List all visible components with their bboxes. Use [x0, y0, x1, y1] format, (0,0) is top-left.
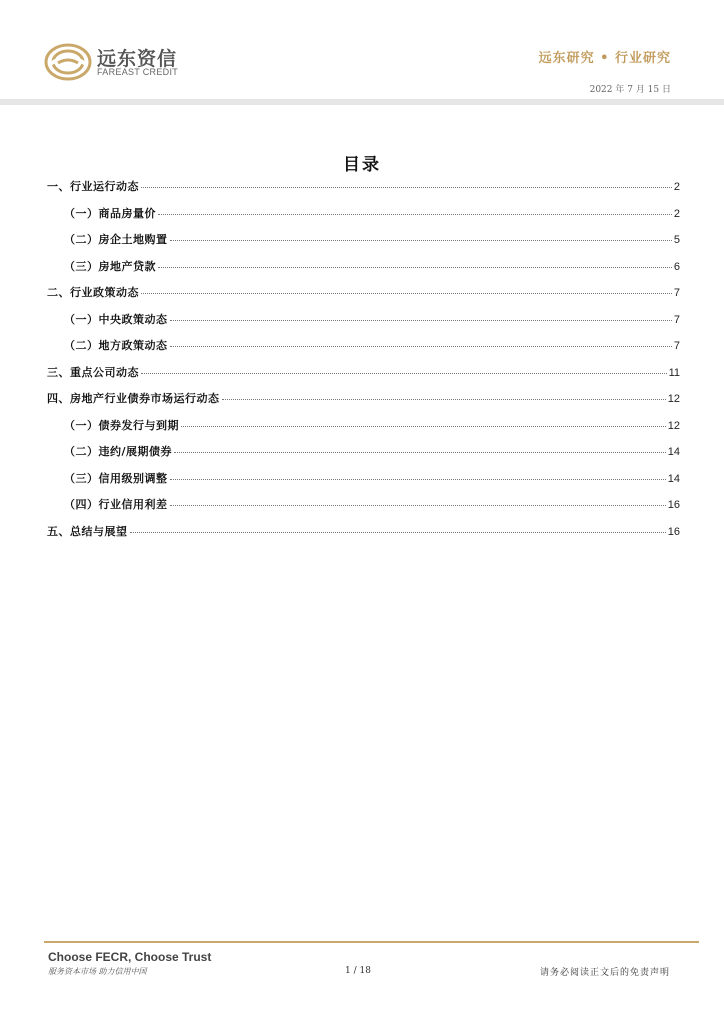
toc-entry-page: 7 — [673, 314, 680, 326]
toc-leader-dots — [130, 532, 666, 533]
toc-entry-page: 2 — [673, 181, 680, 193]
toc-entry[interactable] — [47, 523, 680, 539]
toc-leader-dots — [181, 426, 666, 427]
toc-entry-label: （一）债券发行与到期 — [64, 419, 179, 432]
toc-leader-dots — [158, 267, 672, 268]
toc-entry-label: （二）地方政策动态 — [64, 339, 168, 352]
toc-entry-page: 14 — [667, 446, 680, 458]
toc-entry-label: （四）行业信用利差 — [64, 498, 168, 511]
toc-entry-label: 二、行业政策动态 — [47, 286, 139, 299]
toc-leader-dots — [222, 399, 666, 400]
footer-slogan-en: Choose FECR, Choose Trust — [48, 950, 212, 964]
toc-leader-dots — [141, 187, 672, 188]
toc-leader-dots — [170, 240, 672, 241]
footer-divider — [44, 941, 699, 943]
disclaimer-note: 请务必阅读正文后的免责声明 — [539, 968, 670, 978]
toc-entry-page: 11 — [668, 367, 680, 379]
report-date: 2022 年 7 月 15 日 — [589, 85, 671, 95]
toc-entry[interactable] — [64, 496, 680, 512]
toc-leader-dots — [141, 293, 672, 294]
brand-name-en: FAREAST CREDIT — [97, 67, 179, 77]
toc-entry[interactable] — [64, 417, 680, 433]
toc-entry-label: 三、重点公司动态 — [47, 366, 139, 379]
toc-leader-dots — [170, 320, 672, 321]
report-series: 远东研究 • 行业研究 — [538, 51, 671, 66]
toc-entry-label: （一）商品房量价 — [64, 207, 156, 220]
toc-entry[interactable] — [64, 443, 680, 459]
toc-entry-page: 7 — [673, 287, 680, 299]
toc-entry-label: （一）中央政策动态 — [64, 313, 168, 326]
toc-entry[interactable] — [47, 284, 680, 300]
toc-entry-page: 14 — [667, 473, 680, 485]
brand-name-cn: 远东资信 — [97, 48, 178, 70]
page-header — [0, 0, 724, 110]
toc-entry-page: 12 — [667, 393, 680, 405]
toc-entry-page: 12 — [667, 420, 680, 432]
toc-entry[interactable] — [64, 470, 680, 486]
toc-entry-label: （二）违约/展期债券 — [64, 445, 173, 458]
toc-entry-page: 16 — [667, 499, 680, 511]
toc-entry[interactable] — [64, 258, 680, 274]
toc-leader-dots — [170, 479, 666, 480]
toc-leader-dots — [174, 452, 666, 453]
header-divider — [0, 99, 724, 105]
toc-entry-label: 五、总结与展望 — [47, 525, 128, 538]
toc-leader-dots — [158, 214, 672, 215]
toc-entry-page: 16 — [667, 526, 680, 538]
toc-entry[interactable] — [47, 178, 680, 194]
fareast-credit-logo — [44, 42, 184, 82]
toc-entry[interactable] — [64, 337, 680, 353]
toc-entry[interactable] — [64, 205, 680, 221]
toc-entry-label: （三）房地产贷款 — [64, 260, 156, 273]
toc-leader-dots — [170, 346, 672, 347]
toc-entry-label: （三）信用级别调整 — [64, 472, 168, 485]
fareast-logo-icon — [44, 42, 92, 82]
toc-entry-label: （二）房企土地购置 — [64, 233, 168, 246]
toc-entry-page: 5 — [673, 234, 680, 246]
toc-title: 目录 — [343, 155, 381, 175]
toc-entry-label: 四、房地产行业债券市场运行动态 — [47, 392, 220, 405]
toc-entry[interactable] — [47, 364, 680, 380]
toc-entry[interactable] — [47, 390, 680, 406]
toc-leader-dots — [141, 373, 667, 374]
toc-entry-label: 一、行业运行动态 — [47, 180, 139, 193]
toc-entry-page: 2 — [673, 208, 680, 220]
toc-entry-page: 6 — [673, 261, 680, 273]
toc-entry-page: 7 — [673, 340, 680, 352]
footer-slogan-cn: 服务资本市场 助力信用中国 — [48, 967, 147, 976]
toc-entry[interactable] — [64, 311, 680, 327]
toc-leader-dots — [170, 505, 666, 506]
toc-entry[interactable] — [64, 231, 680, 247]
page-number: 1 / 18 — [345, 966, 371, 976]
